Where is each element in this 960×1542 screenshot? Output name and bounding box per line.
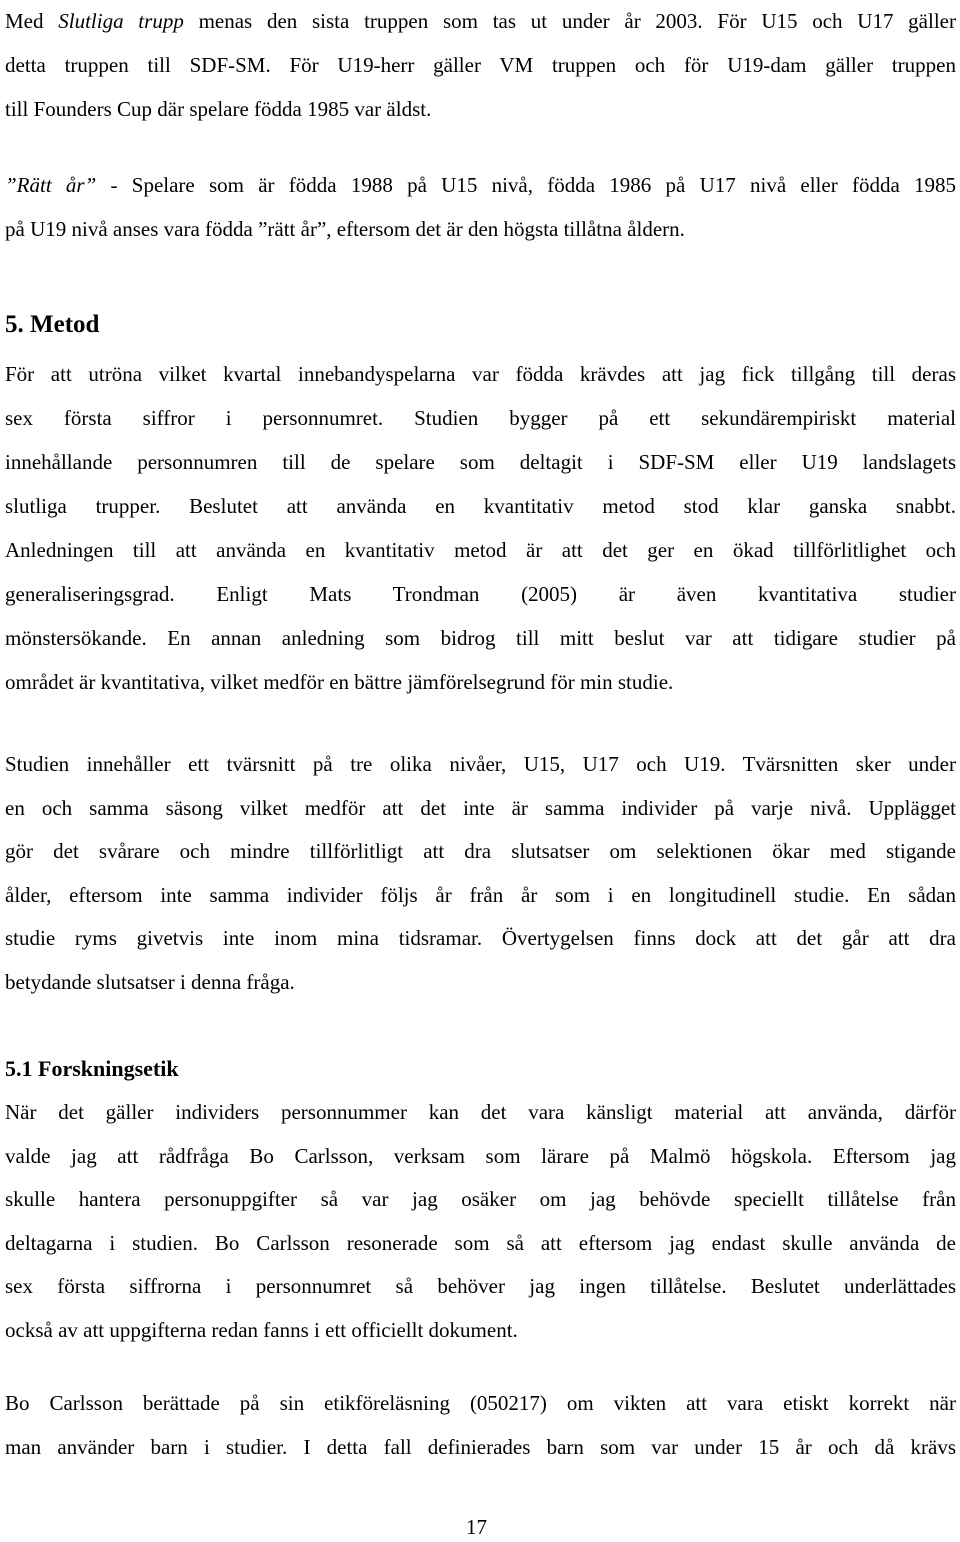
- intro-line-1: [5, 0, 956, 43]
- intro-line-1-pre: Med: [5, 9, 59, 33]
- slutliga-trupp-term: Slutliga trupp: [58, 9, 184, 33]
- paragraph-line: Anledningen till att använda en kvantitativ metod är att det ger en ökad tillförlitlighet och: [5, 538, 956, 562]
- paragraph-line: gör det svårare och mindre tillförlitligt att dra slutsatser om selektionen ökar med stigande: [5, 839, 956, 863]
- paragraph-line: området är kvantitativa, vilket medför en bättre jämförelsegrund för min studie.: [5, 670, 674, 694]
- section-heading-metod: 5. Metod: [5, 311, 100, 338]
- paragraph-line: också av att uppgifterna redan fanns i ett officiellt dokument.: [5, 1317, 518, 1342]
- paragraph-line: betydande slutsatser i denna fråga.: [5, 969, 295, 994]
- definition-line-1-post: - Spelare som är födda 1988 på U15 nivå, födda 1986 på U17 nivå eller födda 1985: [96, 173, 957, 197]
- paragraph-line: sex första siffrorna i personnumret så behöver jag ingen tillåtelse. Beslutet underlättades: [5, 1274, 956, 1298]
- paragraph-line: man använder barn i studier. I detta fall definierades barn som var under 15 år och då krävs: [5, 1435, 956, 1459]
- paragraph-line: Studien innehåller ett tvärsnitt på tre olika nivåer, U15, U17 och U19. Tvärsnitten sker under: [5, 752, 956, 776]
- paragraph-line: deltagarna i studien. Bo Carlsson resonerade som så att eftersom jag endast skulle använda de: [5, 1230, 956, 1255]
- definition-line-2: på U19 nivå anses vara födda ”rätt år”, eftersom det är den högsta tillåtna åldern.: [5, 217, 685, 241]
- paragraph-line: en och samma säsong vilket medför att det inte är samma individer på varje nivå. Upplägget: [5, 795, 956, 820]
- page-number: 17: [466, 1515, 487, 1539]
- paragraph-line: slutliga trupper. Beslutet att använda en kvantitativ metod stod klar ganska snabbt.: [5, 494, 956, 518]
- paragraph-line: innehållande personnumren till de spelare som deltagit i SDF-SM eller U19 landslagets: [5, 450, 956, 474]
- paragraph-line: ålder, eftersom inte samma individer följs år från år som i en longitudinell studie. En sådan: [5, 882, 956, 907]
- intro-line-2: detta truppen till SDF-SM. För U19-herr gäller VM truppen och för U19-dam gäller truppen: [5, 53, 956, 77]
- forskningsetik-paragraph-2: [5, 1381, 956, 1469]
- paragraph-line: generaliseringsgrad. Enligt Mats Trondman (2005) är även kvantitativa studier: [5, 582, 956, 606]
- intro-line-1-post: menas den sista truppen som tas ut under år 2003. För U15 och U17 gäller: [183, 9, 956, 33]
- definition-paragraph: [5, 163, 956, 251]
- ratt-ar-term: ”Rätt år”: [5, 173, 97, 197]
- forskningsetik-paragraph-1: [5, 1091, 956, 1352]
- definition-line-1: [5, 163, 956, 207]
- intro-line-3: till Founders Cup där spelare födda 1985 var äldst.: [5, 97, 432, 121]
- paragraph-line: mönstersökande. En annan anledning som bidrog till mitt beslut var att tidigare studier på: [5, 626, 956, 650]
- paragraph-line: När det gäller individers personnummer kan det vara känsligt material att använda, därför: [5, 1100, 956, 1124]
- metod-paragraph-1: [5, 352, 956, 704]
- section-heading-forskningsetik: 5.1 Forskningsetik: [5, 1056, 179, 1081]
- paragraph-line: studie ryms givetvis inte inom mina tidsramar. Övertygelsen finns dock att det går att dra: [5, 926, 956, 950]
- paragraph-line: För att utröna vilket kvartal innebandyspelarna var födda krävdes att jag fick tillgång till deras: [5, 362, 956, 386]
- metod-paragraph-2: [5, 743, 956, 1004]
- paragraph-line: skulle hantera personuppgifter så var jag osäker om jag behövde speciellt tillåtelse från: [5, 1187, 956, 1211]
- intro-paragraph: [5, 0, 956, 131]
- paragraph-line: valde jag att rådfråga Bo Carlsson, verksam som lärare på Malmö högskola. Eftersom jag: [5, 1143, 956, 1168]
- paragraph-line: Bo Carlsson berättade på sin etikföreläsning (050217) om vikten att vara etiskt korrekt när: [5, 1391, 956, 1415]
- paragraph-line: sex första siffror i personnumret. Studien bygger på ett sekundärempiriskt material: [5, 406, 956, 430]
